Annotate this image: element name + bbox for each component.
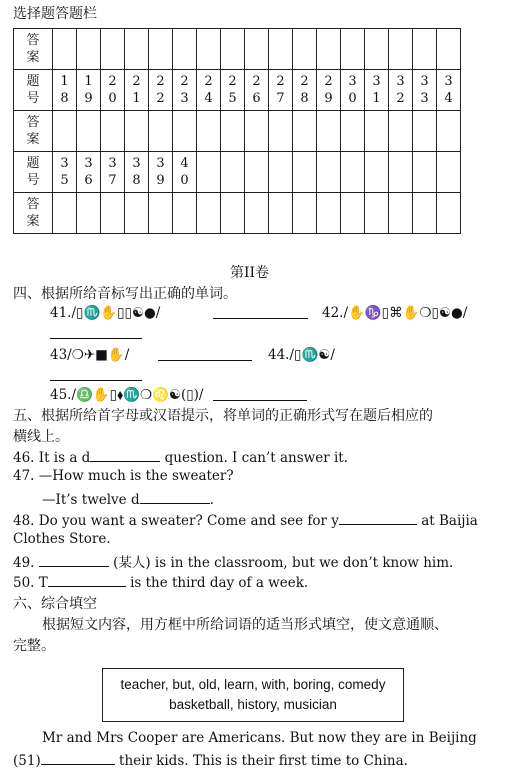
answer-cell[interactable] <box>149 29 173 70</box>
question-number-cell: 3 5 <box>53 152 77 193</box>
answer-cell[interactable] <box>173 111 197 152</box>
answer-cell[interactable] <box>77 111 101 152</box>
answer-cell[interactable] <box>365 193 389 234</box>
passage-line2 <box>13 750 408 769</box>
answer-grid <box>13 28 461 234</box>
passage-blank-51-label: (51) <box>13 753 41 769</box>
answer-cell[interactable] <box>149 111 173 152</box>
answer-cell[interactable] <box>341 193 365 234</box>
answer-cell[interactable] <box>269 29 293 70</box>
answer-cell[interactable] <box>293 193 317 234</box>
answer-row <box>14 29 461 70</box>
answer-cell[interactable] <box>197 111 221 152</box>
answer-sheet-header: 选择题答题栏 <box>13 6 97 22</box>
q50-text-a: 50. T <box>13 575 48 591</box>
part6-instruction-line1: 根据短文内容，用方框中所给词语的适当形式填空，使文意通顺、 <box>42 617 448 633</box>
question-number-cell: 2 8 <box>293 70 317 111</box>
answer-cell[interactable] <box>389 29 413 70</box>
answer-cell[interactable] <box>197 29 221 70</box>
question-number-cell: 2 5 <box>221 70 245 111</box>
answer-cell[interactable] <box>173 193 197 234</box>
q48-text-c: Clothes Store. <box>13 531 111 547</box>
answer-cell[interactable] <box>437 193 461 234</box>
q48-blank[interactable] <box>339 510 417 525</box>
question-number-cell <box>365 152 389 193</box>
part6-instruction-line2: 完整。 <box>13 638 55 654</box>
answer-cell[interactable] <box>317 193 341 234</box>
section-title: 第II卷 <box>230 265 270 281</box>
answer-cell[interactable] <box>101 111 125 152</box>
word-bank-line1: teacher, but, old, learn, with, boring, comedy <box>120 677 386 692</box>
q41-phonetic: 41./▯♏✋▯▯☯●/ <box>50 305 161 321</box>
answer-cell[interactable] <box>101 193 125 234</box>
question-number-cell <box>317 152 341 193</box>
answer-cell[interactable] <box>77 193 101 234</box>
answer-cell[interactable] <box>293 29 317 70</box>
answer-row <box>14 193 461 234</box>
q47-line-b <box>42 489 214 508</box>
question-number-cell <box>437 152 461 193</box>
answer-row-label: 答 案 <box>14 111 53 152</box>
answer-cell[interactable] <box>197 193 221 234</box>
answer-cell[interactable] <box>245 193 269 234</box>
question-number-cell <box>413 152 437 193</box>
question-number-cell: 3 8 <box>125 152 149 193</box>
passage-blank-51[interactable] <box>41 750 115 765</box>
q48-text-a: 48. Do you want a sweater? Come and see for y <box>13 513 339 529</box>
q47-blank[interactable] <box>140 489 210 504</box>
q47-text-a: 47. —How much is the sweater? <box>13 468 234 484</box>
number-row <box>14 152 461 193</box>
part4-title: 四、根据所给音标写出正确的单词。 <box>13 286 237 302</box>
number-row-label: 题 号 <box>14 70 53 111</box>
question-number-cell: 2 4 <box>197 70 221 111</box>
question-number-cell <box>389 152 413 193</box>
number-row <box>14 70 461 111</box>
q49-line <box>13 551 453 571</box>
passage-line1: Mr and Mrs Cooper are Americans. But now they are in Beijing <box>42 730 477 746</box>
word-bank-box <box>102 668 404 722</box>
question-number-cell: 2 7 <box>269 70 293 111</box>
question-number-cell: 2 9 <box>317 70 341 111</box>
question-number-cell: 3 7 <box>101 152 125 193</box>
word-bank-line2: basketball, history, musician <box>169 697 337 712</box>
q50-blank[interactable] <box>48 572 126 587</box>
question-number-cell: 4 0 <box>173 152 197 193</box>
answer-row <box>14 111 461 152</box>
number-row-label: 题 号 <box>14 152 53 193</box>
question-number-cell: 3 9 <box>149 152 173 193</box>
question-number-cell <box>197 152 221 193</box>
question-number-cell <box>245 152 269 193</box>
passage-line2-text: their kids. This is their first time to China. <box>119 753 408 769</box>
answer-cell[interactable] <box>341 29 365 70</box>
answer-cell[interactable] <box>413 29 437 70</box>
question-number-cell: 3 0 <box>341 70 365 111</box>
q43-blank[interactable] <box>158 346 252 361</box>
question-number-cell: 2 1 <box>125 70 149 111</box>
q49-text-a: 49. <box>13 555 35 571</box>
q47-text-c: . <box>209 492 214 508</box>
answer-cell[interactable] <box>125 111 149 152</box>
answer-cell[interactable] <box>77 29 101 70</box>
q50-text-b: is the third day of a week. <box>130 575 309 591</box>
question-number-cell <box>269 152 293 193</box>
answer-cell[interactable] <box>245 111 269 152</box>
q48-text-b: at Baijia <box>421 513 478 529</box>
q43-phonetic: 43/❍✈■✋/ <box>50 347 130 363</box>
answer-cell[interactable] <box>53 29 77 70</box>
question-number-cell: 3 4 <box>437 70 461 111</box>
answer-cell[interactable] <box>125 29 149 70</box>
q42-blank[interactable] <box>50 324 142 339</box>
question-number-cell <box>221 152 245 193</box>
question-number-cell <box>341 152 365 193</box>
q44-phonetic: 44./▯♏☯/ <box>268 347 335 363</box>
answer-row-label: 答 案 <box>14 29 53 70</box>
part6-title: 六、综合填空 <box>13 596 97 612</box>
answer-cell[interactable] <box>149 193 173 234</box>
answer-cell[interactable] <box>269 193 293 234</box>
answer-cell[interactable] <box>389 111 413 152</box>
question-number-cell: 3 6 <box>77 152 101 193</box>
q46-blank[interactable] <box>90 447 160 462</box>
q41-blank[interactable] <box>213 304 308 319</box>
q45-blank[interactable] <box>213 386 307 401</box>
answer-cell[interactable] <box>101 29 125 70</box>
answer-cell[interactable] <box>221 111 245 152</box>
question-number-cell: 3 3 <box>413 70 437 111</box>
answer-cell[interactable] <box>293 111 317 152</box>
q42-phonetic: 42./✋♑▯⌘✋❍▯☯●/ <box>322 305 468 321</box>
answer-row-label: 答 案 <box>14 193 53 234</box>
answer-cell[interactable] <box>437 111 461 152</box>
answer-cell[interactable] <box>317 29 341 70</box>
answer-cell[interactable] <box>245 29 269 70</box>
answer-cell[interactable] <box>413 111 437 152</box>
q48-line <box>13 510 478 529</box>
answer-cell[interactable] <box>389 193 413 234</box>
question-number-cell: 2 2 <box>149 70 173 111</box>
answer-cell[interactable] <box>221 193 245 234</box>
answer-cell[interactable] <box>125 193 149 234</box>
answer-cell[interactable] <box>221 29 245 70</box>
question-number-cell: 1 8 <box>53 70 77 111</box>
part5-title-line1: 五、根据所给首字母或汉语提示，将单词的正确形式写在题后相应的 <box>13 408 433 424</box>
answer-cell[interactable] <box>365 111 389 152</box>
q46-text-b: question. I can’t answer it. <box>164 450 348 466</box>
answer-cell[interactable] <box>317 111 341 152</box>
answer-cell[interactable] <box>341 111 365 152</box>
question-number-cell: 2 6 <box>245 70 269 111</box>
q46-text-a: 46. It is a d <box>13 450 91 466</box>
q46-line <box>13 447 348 466</box>
answer-cell[interactable] <box>53 193 77 234</box>
question-number-cell: 2 0 <box>101 70 125 111</box>
q50-line <box>13 572 308 591</box>
answer-cell[interactable] <box>413 193 437 234</box>
answer-cell[interactable] <box>437 29 461 70</box>
answer-cell[interactable] <box>173 29 197 70</box>
question-number-cell: 3 1 <box>365 70 389 111</box>
question-number-cell <box>293 152 317 193</box>
answer-cell[interactable] <box>365 29 389 70</box>
answer-cell[interactable] <box>53 111 77 152</box>
answer-cell[interactable] <box>269 111 293 152</box>
q49-text-b: (某人) is in the classroom, but we don’t know him. <box>113 555 454 571</box>
question-number-cell: 3 2 <box>389 70 413 111</box>
q45-phonetic: 45./♎✋▯⬧♏❍♌☯(▯)/ <box>50 387 204 403</box>
q49-blank[interactable] <box>39 552 109 567</box>
question-number-cell: 1 9 <box>77 70 101 111</box>
part5-title-line2: 横线上。 <box>13 429 69 445</box>
q44-blank[interactable] <box>50 366 142 381</box>
q47-text-b: —It’s twelve d <box>42 492 140 508</box>
question-number-cell: 2 3 <box>173 70 197 111</box>
